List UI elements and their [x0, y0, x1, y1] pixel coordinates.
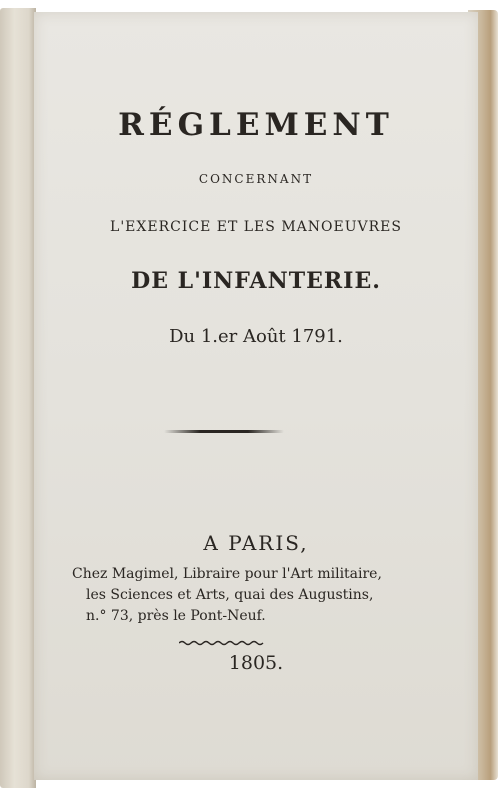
publication-year: 1805.	[228, 652, 284, 674]
title-page	[34, 12, 478, 780]
imprint-line-3: n.° 73, près le Pont-Neuf.	[86, 608, 266, 624]
wavy-ornament	[179, 640, 265, 646]
imprint-block	[72, 564, 432, 627]
divider-rule	[164, 430, 284, 433]
imprint-line-1: Chez Magimel, Libraire pour l'Art militaire,	[72, 566, 382, 582]
subtitle-text: L'EXERCICE ET LES MANOEUVRES	[110, 219, 402, 235]
date-line: Du 1.er Août 1791.	[169, 326, 343, 347]
place-text: A PARIS,	[203, 531, 309, 555]
page-title: RÉGLEMENT	[118, 107, 394, 143]
subject-heading: DE L'INFANTERIE.	[131, 268, 381, 294]
concernant-text: CONCERNANT	[198, 172, 314, 186]
imprint-line-2: les Sciences et Arts, quai des Augustins,	[86, 587, 374, 603]
left-page-edge	[0, 8, 36, 788]
